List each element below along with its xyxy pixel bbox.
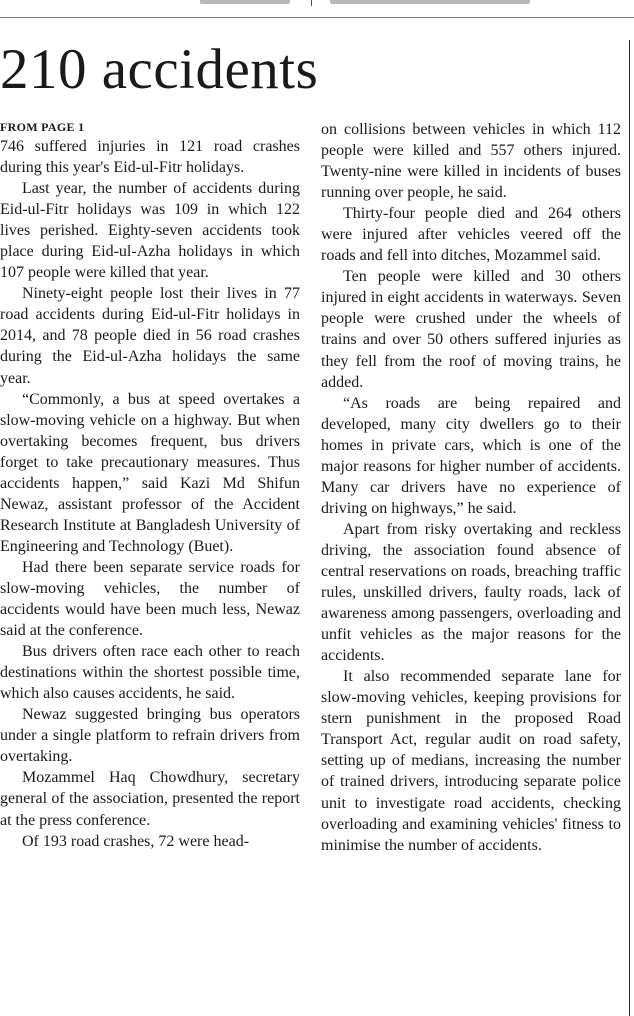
paragraph: Last year, the number of accidents during Eid-ul-Fitr holidays was 109 in which 122 lives perished. Eighty-seven accidents took place during Eid-ul-Azha holidays in which 107 people were killed that year.	[0, 180, 300, 282]
article-column-left	[0, 119, 300, 852]
paragraph: Ten people were killed and 30 others injured in eight accidents in waterways. Seven people were crushed under the wheels of trains and over 50 others suffered injuries as they fell from the roof of moving trains, he added.	[321, 268, 621, 391]
paragraph: “As roads are being repaired and developed, many city dwellers go to their homes in private cars, which is one of the major reasons for higher number of accidents. Many car drivers have no experience of driving on highways,” he said.	[321, 394, 621, 517]
paragraph: Thirty-four people died and 264 others were injured after vehicles veered off the roads and fell into ditches, Mozammel said.	[321, 205, 621, 265]
paragraph: 746 suffered injuries in 121 road crashes during this year's Eid-ul-Fitr holidays.	[0, 138, 300, 177]
cropped-text-fragment	[330, 0, 530, 4]
paragraph: Of 193 road crashes, 72 were head-	[22, 832, 250, 850]
paragraph: Apart from risky overtaking and reckless driving, the association found absence of central reservations on roads, breaching traffic rules, unskilled drivers, faulty roads, lack of awareness among passengers, overloading and unfit vehicles as the major reasons for the accidents.	[321, 520, 621, 665]
top-divider-rule	[0, 17, 634, 18]
paragraph: Mozammel Haq Chowdhury, secretary general of the association, presented the report at the press conference.	[0, 769, 300, 829]
paragraph: “Commonly, a bus at speed overtakes a slow-moving vehicle on a highway. But when overtaking becomes frequent, bus drivers forget to take precautionary measures. Thus accidents happen,” said Kazi Md Shifun Newaz, assistant professor of the Accident Research Institute at Bangladesh University of Engineering and Technology (Buet).	[0, 390, 300, 555]
paragraph: Ninety-eight people lost their lives in 77 road accidents during Eid-ul-Fitr holidays in 2014, and 78 people died in 56 road crashes during the Eid-ul-Azha holidays the same year.	[0, 285, 300, 387]
top-column-tick	[311, 0, 312, 6]
column-divider-rule	[629, 40, 630, 1016]
paragraph: Newaz suggested bringing bus operators under a single platform to refrain drivers from overtaking.	[0, 706, 300, 766]
paragraph: Had there been separate service roads for slow-moving vehicles, the number of accidents would have been much less, Newaz said at the conference.	[0, 558, 300, 640]
paragraph: Bus drivers often race each other to reach destinations within the shortest possible time, which also causes accidents, he said.	[0, 643, 300, 703]
headline: 210 accidents	[0, 38, 319, 101]
cropped-text-fragment	[200, 0, 290, 4]
article-column-right	[321, 119, 621, 856]
paragraph: It also recommended separate lane for slow-moving vehicles, keeping provisions for stern punishment in the proposed Road Transport Act, regular audit on road safety, setting up of medians, increasing the number of trained drivers, introducing separate police unit to investigate road accidents, checking overloading and examining vehicles' fitness to minimise the number of accidents.	[321, 668, 621, 854]
byline: FROM PAGE 1	[0, 120, 85, 134]
paragraph-continued: on collisions between vehicles in which 112 people were killed and 557 others injured. Twenty-nine were killed in incidents of buses running over people, he said.	[321, 121, 621, 202]
